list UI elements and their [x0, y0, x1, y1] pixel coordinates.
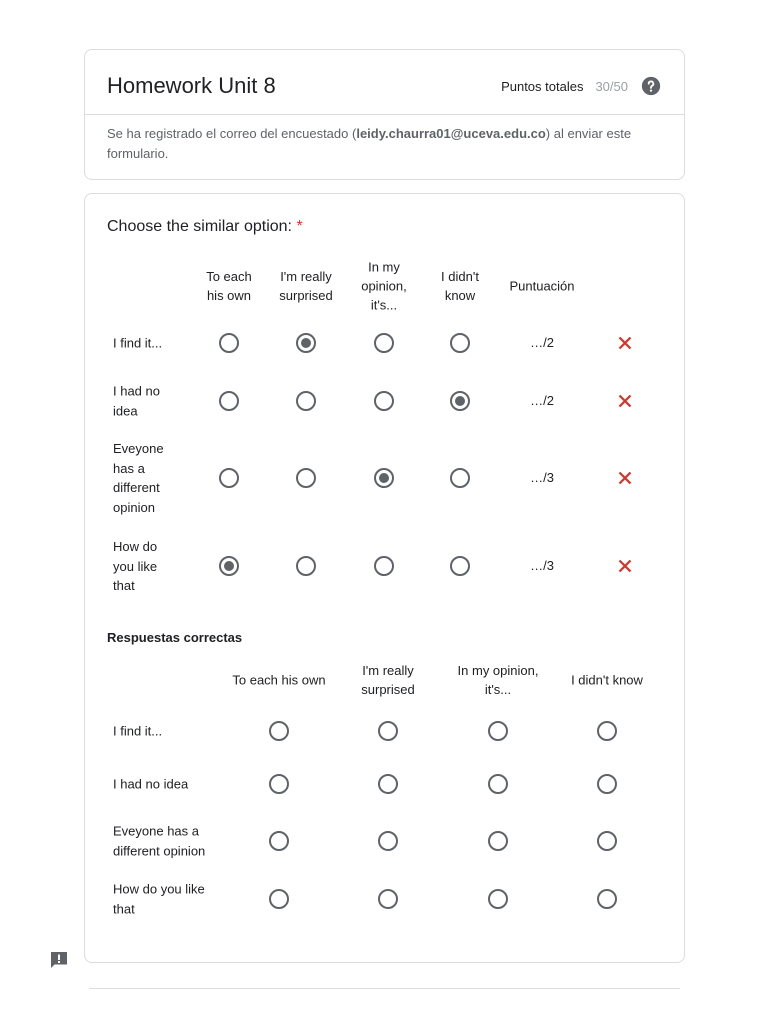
correct-radio-i-didnt-know[interactable] — [597, 774, 617, 794]
column-header: I'm really surprised — [279, 269, 333, 303]
row-label: How do you like that — [113, 538, 158, 593]
column-header: I didn't know — [571, 672, 643, 688]
column-header: In my opinion, it's... — [457, 663, 539, 697]
correct-radio-im-really-surprised[interactable] — [378, 774, 398, 794]
score-header: Puntuación — [509, 278, 575, 294]
correct-radio-i-didnt-know[interactable] — [597, 831, 617, 851]
column-header: To each his own — [206, 269, 252, 303]
correct-radio-in-my-opinion[interactable] — [488, 889, 508, 909]
correct-radio-to-each-his-own[interactable] — [269, 889, 289, 909]
row-score: …/3 — [530, 558, 554, 573]
correct-radio-i-didnt-know[interactable] — [597, 721, 617, 741]
correct-answers-title: Respuestas correctas — [107, 630, 243, 645]
row-label: I find it... — [113, 723, 163, 739]
email-notice-prefix: Se ha registrado el correo del encuestado ( — [107, 126, 357, 141]
row-label: How do you like that — [113, 881, 205, 916]
correct-radio-im-really-surprised[interactable] — [378, 889, 398, 909]
row-label: Eveyone has a different opinion — [113, 441, 164, 515]
total-points-label: Puntos totales — [501, 78, 584, 94]
row-label: Eveyone has a different opinion — [113, 823, 206, 858]
email-notice — [107, 124, 663, 163]
row-score: …/2 — [530, 335, 554, 350]
column-header: To each his own — [232, 672, 326, 688]
total-points-value: 30/50 — [595, 78, 628, 94]
report-issue-icon[interactable] — [49, 950, 69, 970]
page-divider — [89, 988, 680, 989]
column-header: I'm really surprised — [361, 663, 415, 697]
column-header: In my opinion, it's... — [361, 259, 407, 313]
respondent-email: leidy.chaurra01@uceva.edu.co — [356, 126, 546, 141]
row-score: …/3 — [530, 470, 554, 485]
correct-radio-i-didnt-know[interactable] — [597, 889, 617, 909]
row-label: I had no idea — [113, 383, 160, 418]
row-label: I find it... — [113, 335, 163, 351]
column-header: I didn't know — [441, 269, 479, 303]
form-title: Homework Unit 8 — [107, 73, 276, 98]
form-header-card — [84, 49, 685, 180]
email-notice-suffix: ) al enviar este formulario. — [107, 126, 632, 161]
correct-answers-grid — [85, 194, 684, 962]
correct-radio-to-each-his-own[interactable] — [269, 774, 289, 794]
correct-radio-im-really-surprised[interactable] — [378, 721, 398, 741]
correct-radio-im-really-surprised[interactable] — [378, 831, 398, 851]
row-score: …/2 — [530, 393, 554, 408]
correct-radio-in-my-opinion[interactable] — [488, 831, 508, 851]
total-points — [501, 72, 661, 100]
required-asterisk: * — [296, 218, 303, 235]
correct-radio-in-my-opinion[interactable] — [488, 721, 508, 741]
header-divider — [85, 114, 684, 115]
help-icon[interactable] — [641, 76, 661, 96]
row-label: I had no idea — [113, 776, 189, 792]
correct-radio-in-my-opinion[interactable] — [488, 774, 508, 794]
question-card — [84, 193, 685, 963]
correct-radio-to-each-his-own[interactable] — [269, 831, 289, 851]
correct-radio-to-each-his-own[interactable] — [269, 721, 289, 741]
question-title-text: Choose the similar option: — [107, 218, 292, 235]
